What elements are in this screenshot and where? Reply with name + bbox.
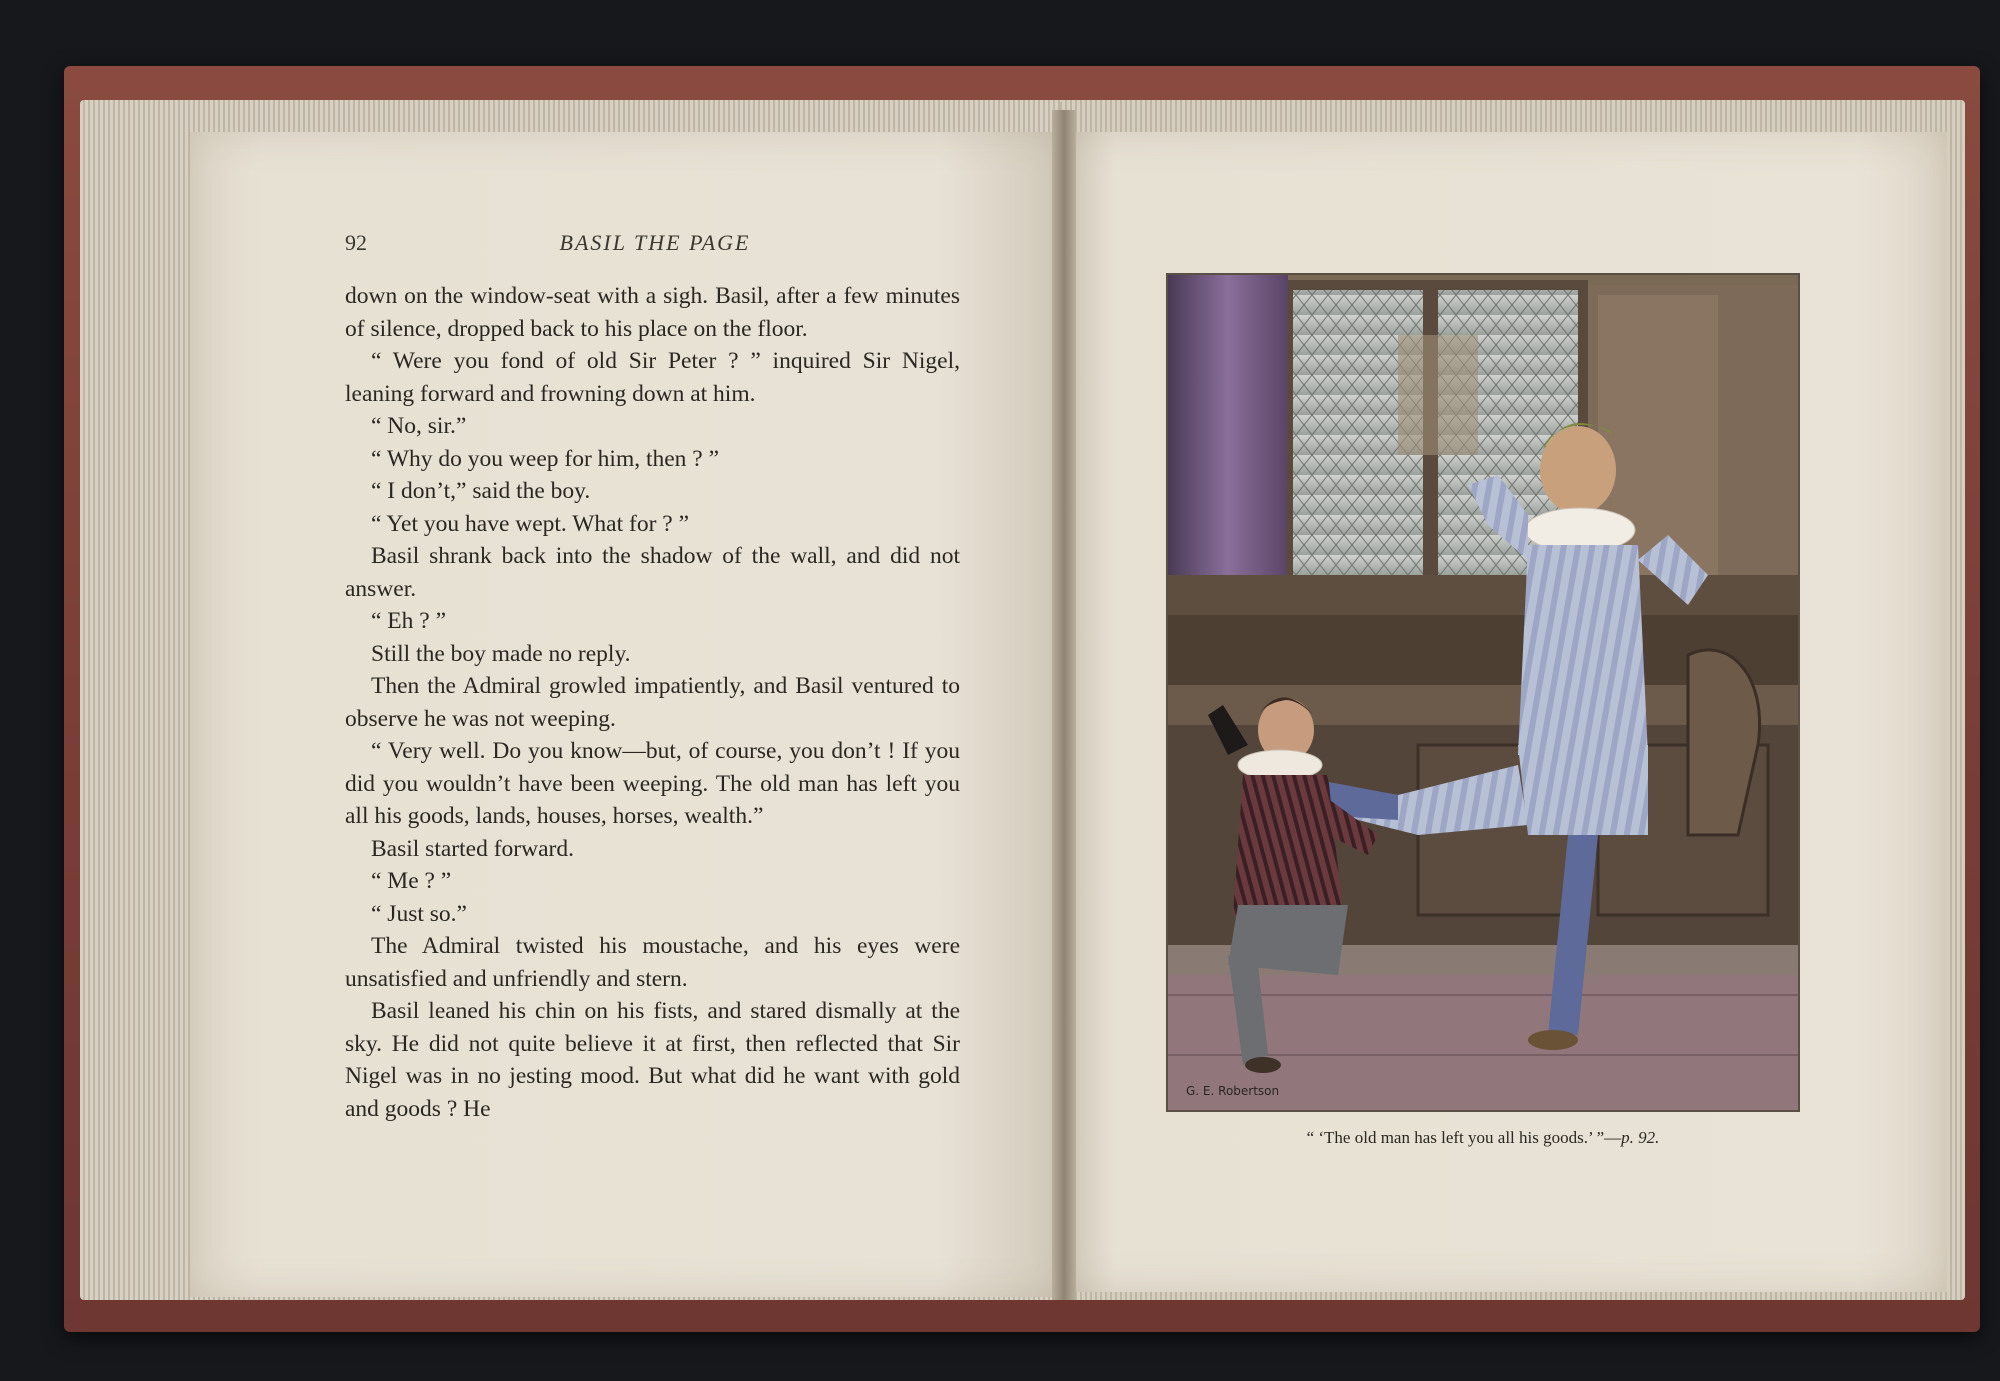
paragraph: Still the boy made no reply. — [371, 640, 631, 667]
caption-quote: “ ‘The old man has left you all his goods.’ ”— — [1306, 1128, 1622, 1147]
paragraph: Basil leaned his chin on his fists, and stared dismally at the sky. He did not quite believe it at first, then reflected that Sir Nigel was in no jesting mood. But what did he want with gold and goods ? He — [345, 998, 960, 1122]
paragraph: “ Me ? ” — [371, 868, 452, 894]
paragraph: “ Why do you weep for him, then ? ” — [371, 445, 720, 472]
paragraph: Basil shrank back into the shadow of the wall, and did not answer. — [345, 543, 960, 602]
paragraph: “ Very well. Do you know—but, of course, you don’t ! If you did you wouldn’t have been weeping. The old man has left you all his goods, lands, houses, horses, wealth.” — [345, 738, 960, 829]
caption-page-ref: p. 92. — [1621, 1128, 1660, 1147]
paragraph: Basil started forward. — [371, 835, 574, 862]
paragraph: “ I don’t,” said the boy. — [371, 478, 591, 504]
illustration-signature: G. E. Robertson — [1186, 1084, 1280, 1098]
running-head — [345, 230, 965, 260]
illustration-image — [1168, 275, 1798, 1110]
book-gutter — [1052, 110, 1076, 1300]
paragraph: “ No, sir.” — [371, 413, 467, 439]
page-number: 92 — [345, 230, 367, 255]
paragraph: “ Yet you have wept. What for ? ” — [371, 510, 690, 537]
paragraph: down on the window-seat with a sigh. Basil, after a few minutes of silence, dropped back to his place on the floor. — [345, 283, 960, 342]
book-title: BASIL THE PAGE — [559, 230, 751, 255]
paragraph: “ Were you fond of old Sir Peter ? ” inquired Sir Nigel, leaning forward and frowning down at him. — [345, 348, 960, 407]
paragraph: Then the Admiral growled impatiently, and Basil ventured to observe he was not weeping. — [345, 673, 960, 732]
illustration-plate — [1168, 275, 1798, 1110]
paragraph: “ Eh ? ” — [371, 608, 447, 634]
left-page-text — [345, 280, 960, 1125]
paragraph: The Admiral twisted his moustache, and his eyes were unsatisfied and unfriendly and stern. — [345, 933, 960, 992]
illustration-caption — [1168, 1128, 1798, 1148]
paragraph: “ Just so.” — [371, 900, 467, 927]
